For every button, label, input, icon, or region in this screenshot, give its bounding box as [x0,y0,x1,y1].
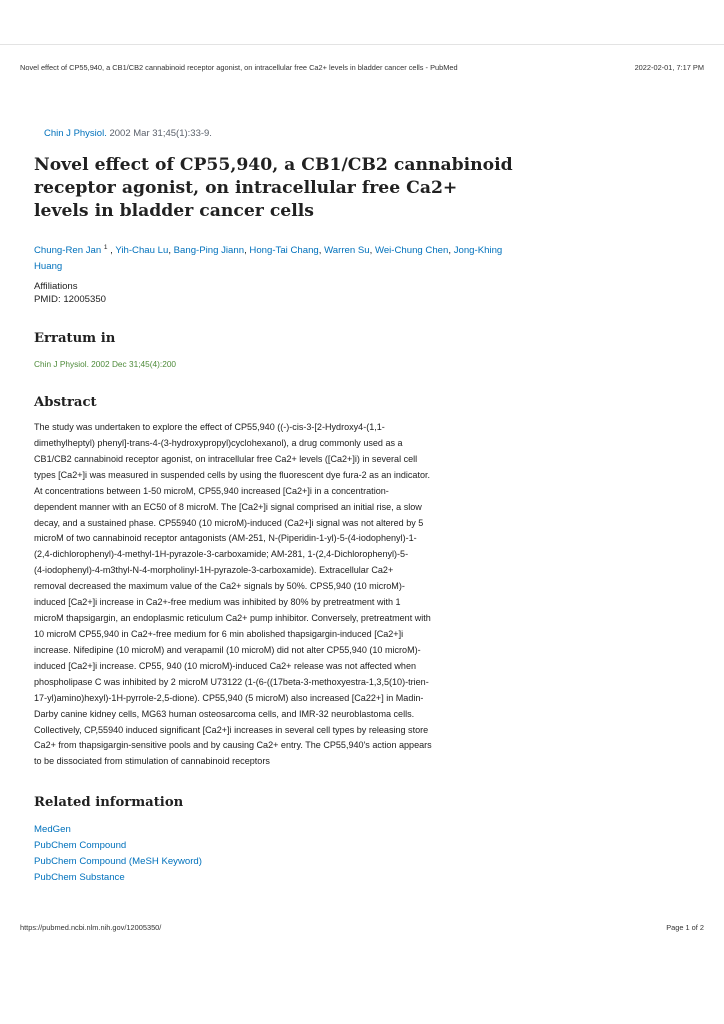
abstract-line: At concentrations between 1-50 microM, CP55,940 increased [Ca2+]i in a concentration- [34,485,389,496]
abstract-line: Darby canine kidney cells, MG63 human osteosarcoma cells, and IMR-32 neuroblastoma cells. [34,708,415,719]
abstract-line: to be dissociated from stimulation of cannabinoid receptors [34,756,270,767]
author-link[interactable]: Warren Su [324,245,370,257]
author-link[interactable]: Yih-Chau Lu [115,245,169,257]
top-divider [0,44,724,45]
citation-details: 2002 Mar 31;45(1):33-9. [109,128,212,139]
article-title: Novel effect of CP55,940, a CB1/CB2 cannabinoid receptor agonist, on intracellular free Ca2+ levels in bladder cancer cells [34,155,513,221]
affiliations-toggle[interactable]: Affiliations [34,281,78,292]
abstract-line: types [Ca2+]i was measured in suspended cells by using the fluorescent dye fura-2 as an indicator. [34,469,431,480]
author-link[interactable]: Wei-Chung Chen [374,245,449,257]
abstract-line: 17-yl)amino)hexyl)-1H-pyrrole-2,5-dione). CP55,940 (5 microM) also increased [Ca22+] in Madin- [34,692,424,703]
abstract-line: The study was undertaken to explore the effect of CP55,940 ((-)-cis-3-[2-Hydroxy4-(1,1- [34,422,385,432]
abstract-line: phospholipase C was inhibited by 2 microM U73122 (1-(6-((17beta-3-methoxyestra-1,3,5(10)-trien- [34,676,429,687]
abstract-line: CB1/CB2 cannabinoid receptor agonist, on intracellular free Ca2+ levels ([Ca2+]i) in several cell [34,453,418,464]
abstract-line: microM thapsigargin, an endoplasmic reticulum Ca2+ pump inhibitor. Conversely, pretreatment with [34,613,431,624]
abstract-line: induced [Ca2+]i increase in Ca2+-free medium was inhibited by 80% by pretreatment with 1 [34,597,401,608]
erratum-link[interactable]: Chin J Physiol. 2002 Dec 31;45(4):200 [34,359,177,369]
article-meta [34,280,106,306]
abstract-line: removal decreased the maximum value of the Ca2+ signals by 50%. CPS5,940 (10 microM)- [34,581,405,592]
affiliation-marker[interactable]: 1 [103,244,108,251]
journal-link[interactable]: Chin J Physiol. [44,128,107,139]
related-links [34,822,202,886]
abstract-heading: Abstract [34,395,97,410]
related-link[interactable]: PubChem Substance [34,872,125,883]
abstract-text [34,420,524,770]
related-link[interactable]: MedGen [34,824,71,835]
abstract-line: (2,4-dichlorophenyl)-4-methyl-1H-pyrazole-3-carboxamide; AM-281, 1-(2,4-Dichlorophenyl)-5- [34,549,409,560]
author-list: Chung-Ren Jan $^1$ , Yih-Chau Lu, Bang-Ping Jiann, Hong-Tai Chang, Warren Su, Wei-Chung Chen, Jong-Khing Huang [34,244,503,273]
print-footer-page: Page 1 of 2 [666,923,704,932]
abstract-line: 10 microM CP55,940 in Ca2+-free medium for 6 min abolished thapsigargin-induced [Ca2+]i [34,628,404,639]
abstract-line: induced [Ca2+]i increase. CP55, 940 (10 microM)-induced Ca2+ release was not affected when [34,660,417,671]
print-header-datetime: 2022-02-01, 7:17 PM [634,63,704,72]
abstract-line: decay, and a sustained phase. CP55940 (10 microM)-induced (Ca2+]i signal was not altered by 5 [34,517,424,528]
author-link[interactable]: Chung-Ren Jan [34,245,102,257]
print-footer [20,923,704,935]
abstract-line: dimethylheptyl) phenyl]-trans-4-(3-hydroxypropyl)cyclohexanol), a drug commonly used as a [34,437,403,448]
print-header [20,63,704,77]
related-link[interactable]: PubChem Compound (MeSH Keyword) [34,856,202,867]
abstract-line: microM of two cannabinoid receptor antagonists (AM-251, N-(Piperidin-1-yl)-5-(4-iodophenyl)-1- [34,533,417,544]
abstract-line: Collectively, CP,55940 induced significant [Ca2+]i increases in several cell types by releasing store [34,724,429,735]
abstract-line: dependent manner with an EC50 of 8 microM. The [Ca2+]i signal comprised an initial rise, a slow [34,501,422,512]
author-link[interactable]: Bang-Ping Jiann [173,245,245,257]
print-footer-url: https://pubmed.ncbi.nlm.nih.gov/12005350/ [20,923,162,932]
author-link[interactable]: Jong-Khing Huang [34,245,503,273]
author-link[interactable]: Hong-Tai Chang [249,245,319,257]
erratum-heading: Erratum in [34,331,116,346]
abstract-line: (4-iodophenyl)-4-m3thyl-N-4-morpholinyl-1H-pyrazole-3-carboxamide). Extracellular Ca2+ [34,565,394,576]
related-heading: Related information [34,795,184,810]
print-header-title: Novel effect of CP55,940, a CB1/CB2 cannabinoid receptor agonist, on intracellular free Ca2+ levels in bladder cancer cells - PubMed [20,63,458,72]
abstract-line: Ca2+ from thapsigargin-sensitive pools and by causing Ca2+ entry. The CP55,940's action appears [34,740,432,751]
citation [44,128,212,139]
pmid: PMID: 12005350 [34,294,106,305]
abstract-line: increase. Nifedipine (10 microM) and verapamil (10 microM) did not alter CP55,940 (10 microM)- [34,644,421,655]
related-link[interactable]: PubChem Compound [34,840,127,851]
